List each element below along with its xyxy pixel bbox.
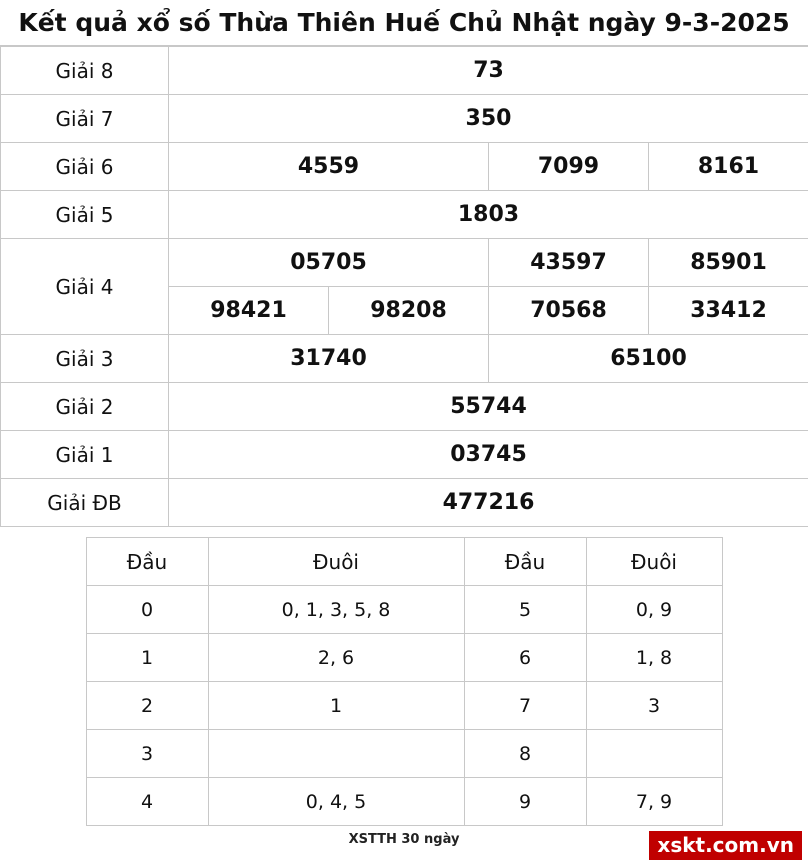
prize-value-g4-7: 33412 bbox=[649, 287, 808, 335]
tail-value: 2, 6 bbox=[208, 634, 464, 682]
tail-value: 0, 1, 3, 5, 8 bbox=[208, 586, 464, 634]
column-header-tail-1: Đuôi bbox=[208, 538, 464, 586]
tail-value: 0, 9 bbox=[586, 586, 722, 634]
head-value: 8 bbox=[464, 730, 586, 778]
column-header-head-2: Đầu bbox=[464, 538, 586, 586]
table-row bbox=[1, 191, 808, 239]
column-header-tail-2: Đuôi bbox=[586, 538, 722, 586]
table-row bbox=[1, 431, 808, 479]
prize-label-g3: Giải 3 bbox=[1, 335, 169, 383]
table-row bbox=[1, 383, 808, 431]
head-value: 1 bbox=[86, 634, 208, 682]
tail-value: 0, 4, 5 bbox=[208, 778, 464, 826]
table-row bbox=[86, 730, 722, 778]
head-value: 6 bbox=[464, 634, 586, 682]
column-header-head-1: Đầu bbox=[86, 538, 208, 586]
tail-value: 3 bbox=[586, 682, 722, 730]
prize-value-g4-1: 05705 bbox=[169, 239, 489, 287]
prize-value-db-1: 477216 bbox=[169, 479, 808, 527]
head-value: 0 bbox=[86, 586, 208, 634]
tail-value bbox=[586, 730, 722, 778]
prize-value-g4-5: 98208 bbox=[329, 287, 489, 335]
table-row bbox=[1, 143, 808, 191]
lottery-results-table bbox=[0, 46, 808, 527]
table-row bbox=[1, 47, 808, 95]
head-tail-table bbox=[86, 537, 723, 826]
prize-value-g6-3: 8161 bbox=[649, 143, 808, 191]
prize-value-g3-2: 65100 bbox=[489, 335, 808, 383]
table-row bbox=[86, 586, 722, 634]
footer-note: XSTTH 30 ngày bbox=[348, 832, 460, 847]
footer bbox=[0, 826, 808, 862]
prize-label-g7: Giải 7 bbox=[1, 95, 169, 143]
prize-value-g1-1: 03745 bbox=[169, 431, 808, 479]
head-value: 3 bbox=[86, 730, 208, 778]
prize-value-g6-1: 4559 bbox=[169, 143, 489, 191]
head-value: 5 bbox=[464, 586, 586, 634]
prize-value-g4-4: 98421 bbox=[169, 287, 329, 335]
prize-value-g3-1: 31740 bbox=[169, 335, 489, 383]
tail-value: 1 bbox=[208, 682, 464, 730]
tail-value: 7, 9 bbox=[586, 778, 722, 826]
prize-label-g6: Giải 6 bbox=[1, 143, 169, 191]
tail-value: 1, 8 bbox=[586, 634, 722, 682]
table-row bbox=[1, 335, 808, 383]
prize-label-db: Giải ĐB bbox=[1, 479, 169, 527]
prize-label-g5: Giải 5 bbox=[1, 191, 169, 239]
head-tail-section bbox=[0, 537, 808, 826]
prize-value-g4-6: 70568 bbox=[489, 287, 649, 335]
head-value: 4 bbox=[86, 778, 208, 826]
prize-value-g4-2: 43597 bbox=[489, 239, 649, 287]
prize-value-g5-1: 1803 bbox=[169, 191, 808, 239]
prize-label-g1: Giải 1 bbox=[1, 431, 169, 479]
prize-label-g4: Giải 4 bbox=[1, 239, 169, 335]
table-row bbox=[86, 634, 722, 682]
table-row bbox=[1, 95, 808, 143]
table-header-row bbox=[86, 538, 722, 586]
prize-value-g7-1: 350 bbox=[169, 95, 808, 143]
page-title: Kết quả xổ số Thừa Thiên Huế Chủ Nhật ngày 9-3-2025 bbox=[0, 0, 808, 46]
head-value: 7 bbox=[464, 682, 586, 730]
table-row bbox=[86, 778, 722, 826]
table-row bbox=[1, 239, 808, 287]
head-value: 2 bbox=[86, 682, 208, 730]
table-row bbox=[1, 479, 808, 527]
prize-value-g6-2: 7099 bbox=[489, 143, 649, 191]
table-row bbox=[86, 682, 722, 730]
prize-value-g2-1: 55744 bbox=[169, 383, 808, 431]
site-watermark: xskt.com.vn bbox=[649, 831, 802, 860]
head-value: 9 bbox=[464, 778, 586, 826]
prize-value-g4-3: 85901 bbox=[649, 239, 808, 287]
prize-value-g8-1: 73 bbox=[169, 47, 808, 95]
prize-label-g8: Giải 8 bbox=[1, 47, 169, 95]
prize-label-g2: Giải 2 bbox=[1, 383, 169, 431]
tail-value bbox=[208, 730, 464, 778]
